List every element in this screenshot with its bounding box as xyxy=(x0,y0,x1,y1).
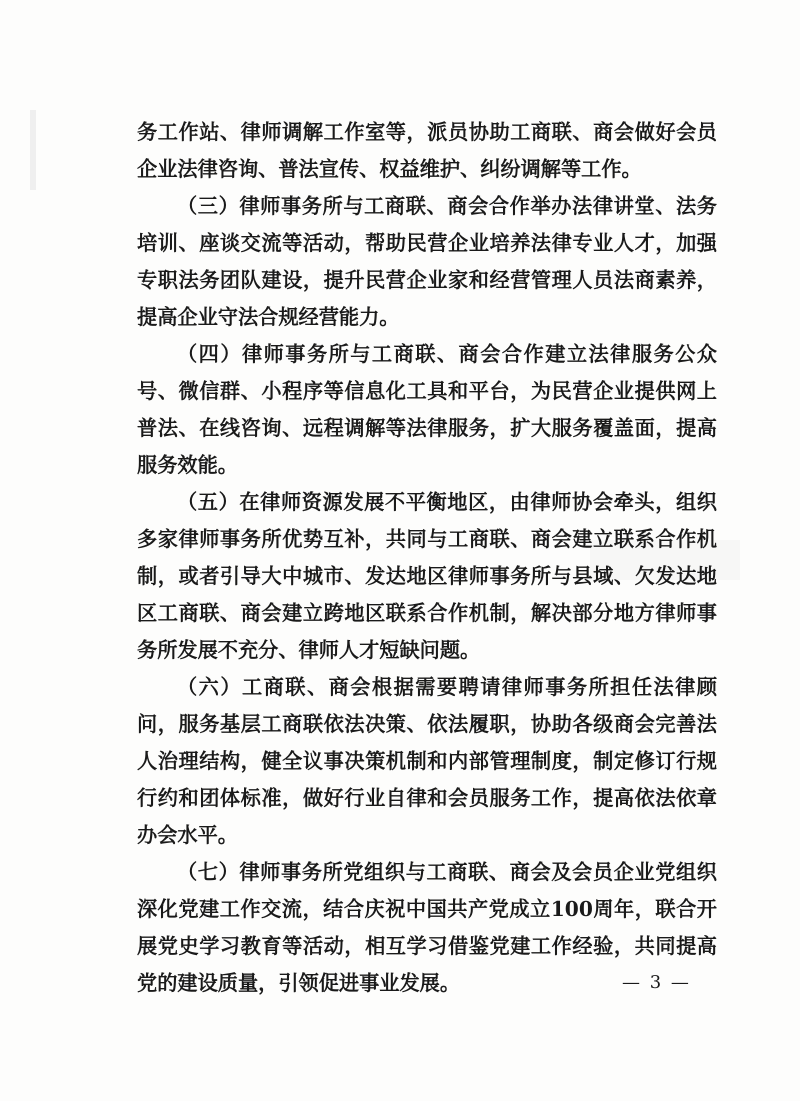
paragraph-item-6: （六）工商联、商会根据需要聘请律师事务所担任法律顾问，服务基层工商联依法决策、依法履职，协助各级商会完善法人治理结构，健全议事决策机制和内部管理制度，制定修订行规行约和团体标准，做好行业自律和会员服务工作，提高依法依章办会水平。 xyxy=(137,675,717,847)
page-number: — 3 — xyxy=(622,972,691,993)
paragraph-item-7: （七）律师事务所党组织与工商联、商会及会员企业党组织深化党建工作交流，结合庆祝中国共产党成立100周年，联合开展党史学习教育等活动，相互学习借鉴党建工作经验，共同提高党的建设质量，引领促进事业发展。 xyxy=(137,860,717,995)
paragraph-item-5: （五）在律师资源发展不平衡地区，由律师协会牵头，组织多家律师事务所优势互补，共同与工商联、商会建立联系合作机制，或者引导大中城市、发达地区律师事务所与县域、欠发达地区工商联、商会建立跨地区联系合作机制，解决部分地方律师事务所发展不充分、律师人才短缺问题。 xyxy=(137,490,717,662)
document-body xyxy=(137,114,717,1002)
paragraph-item-3: （三）律师事务所与工商联、商会合作举办法律讲堂、法务培训、座谈交流等活动，帮助民营企业培养法律专业人才，加强专职法务团队建设，提升民营企业家和经营管理人员法商素养，提高企业守法合规经营能力。 xyxy=(137,194,717,329)
scan-mark xyxy=(30,110,36,190)
paragraph-item-4: （四）律师事务所与工商联、商会合作建立法律服务公众号、微信群、小程序等信息化工具和平台，为民营企业提供网上普法、在线咨询、远程调解等法律服务，扩大服务覆盖面，提高服务效能。 xyxy=(137,342,717,477)
paragraph-continuation: 务工作站、律师调解工作室等，派员协助工商联、商会做好会员企业法律咨询、普法宣传、权益维护、纠纷调解等工作。 xyxy=(137,120,717,181)
